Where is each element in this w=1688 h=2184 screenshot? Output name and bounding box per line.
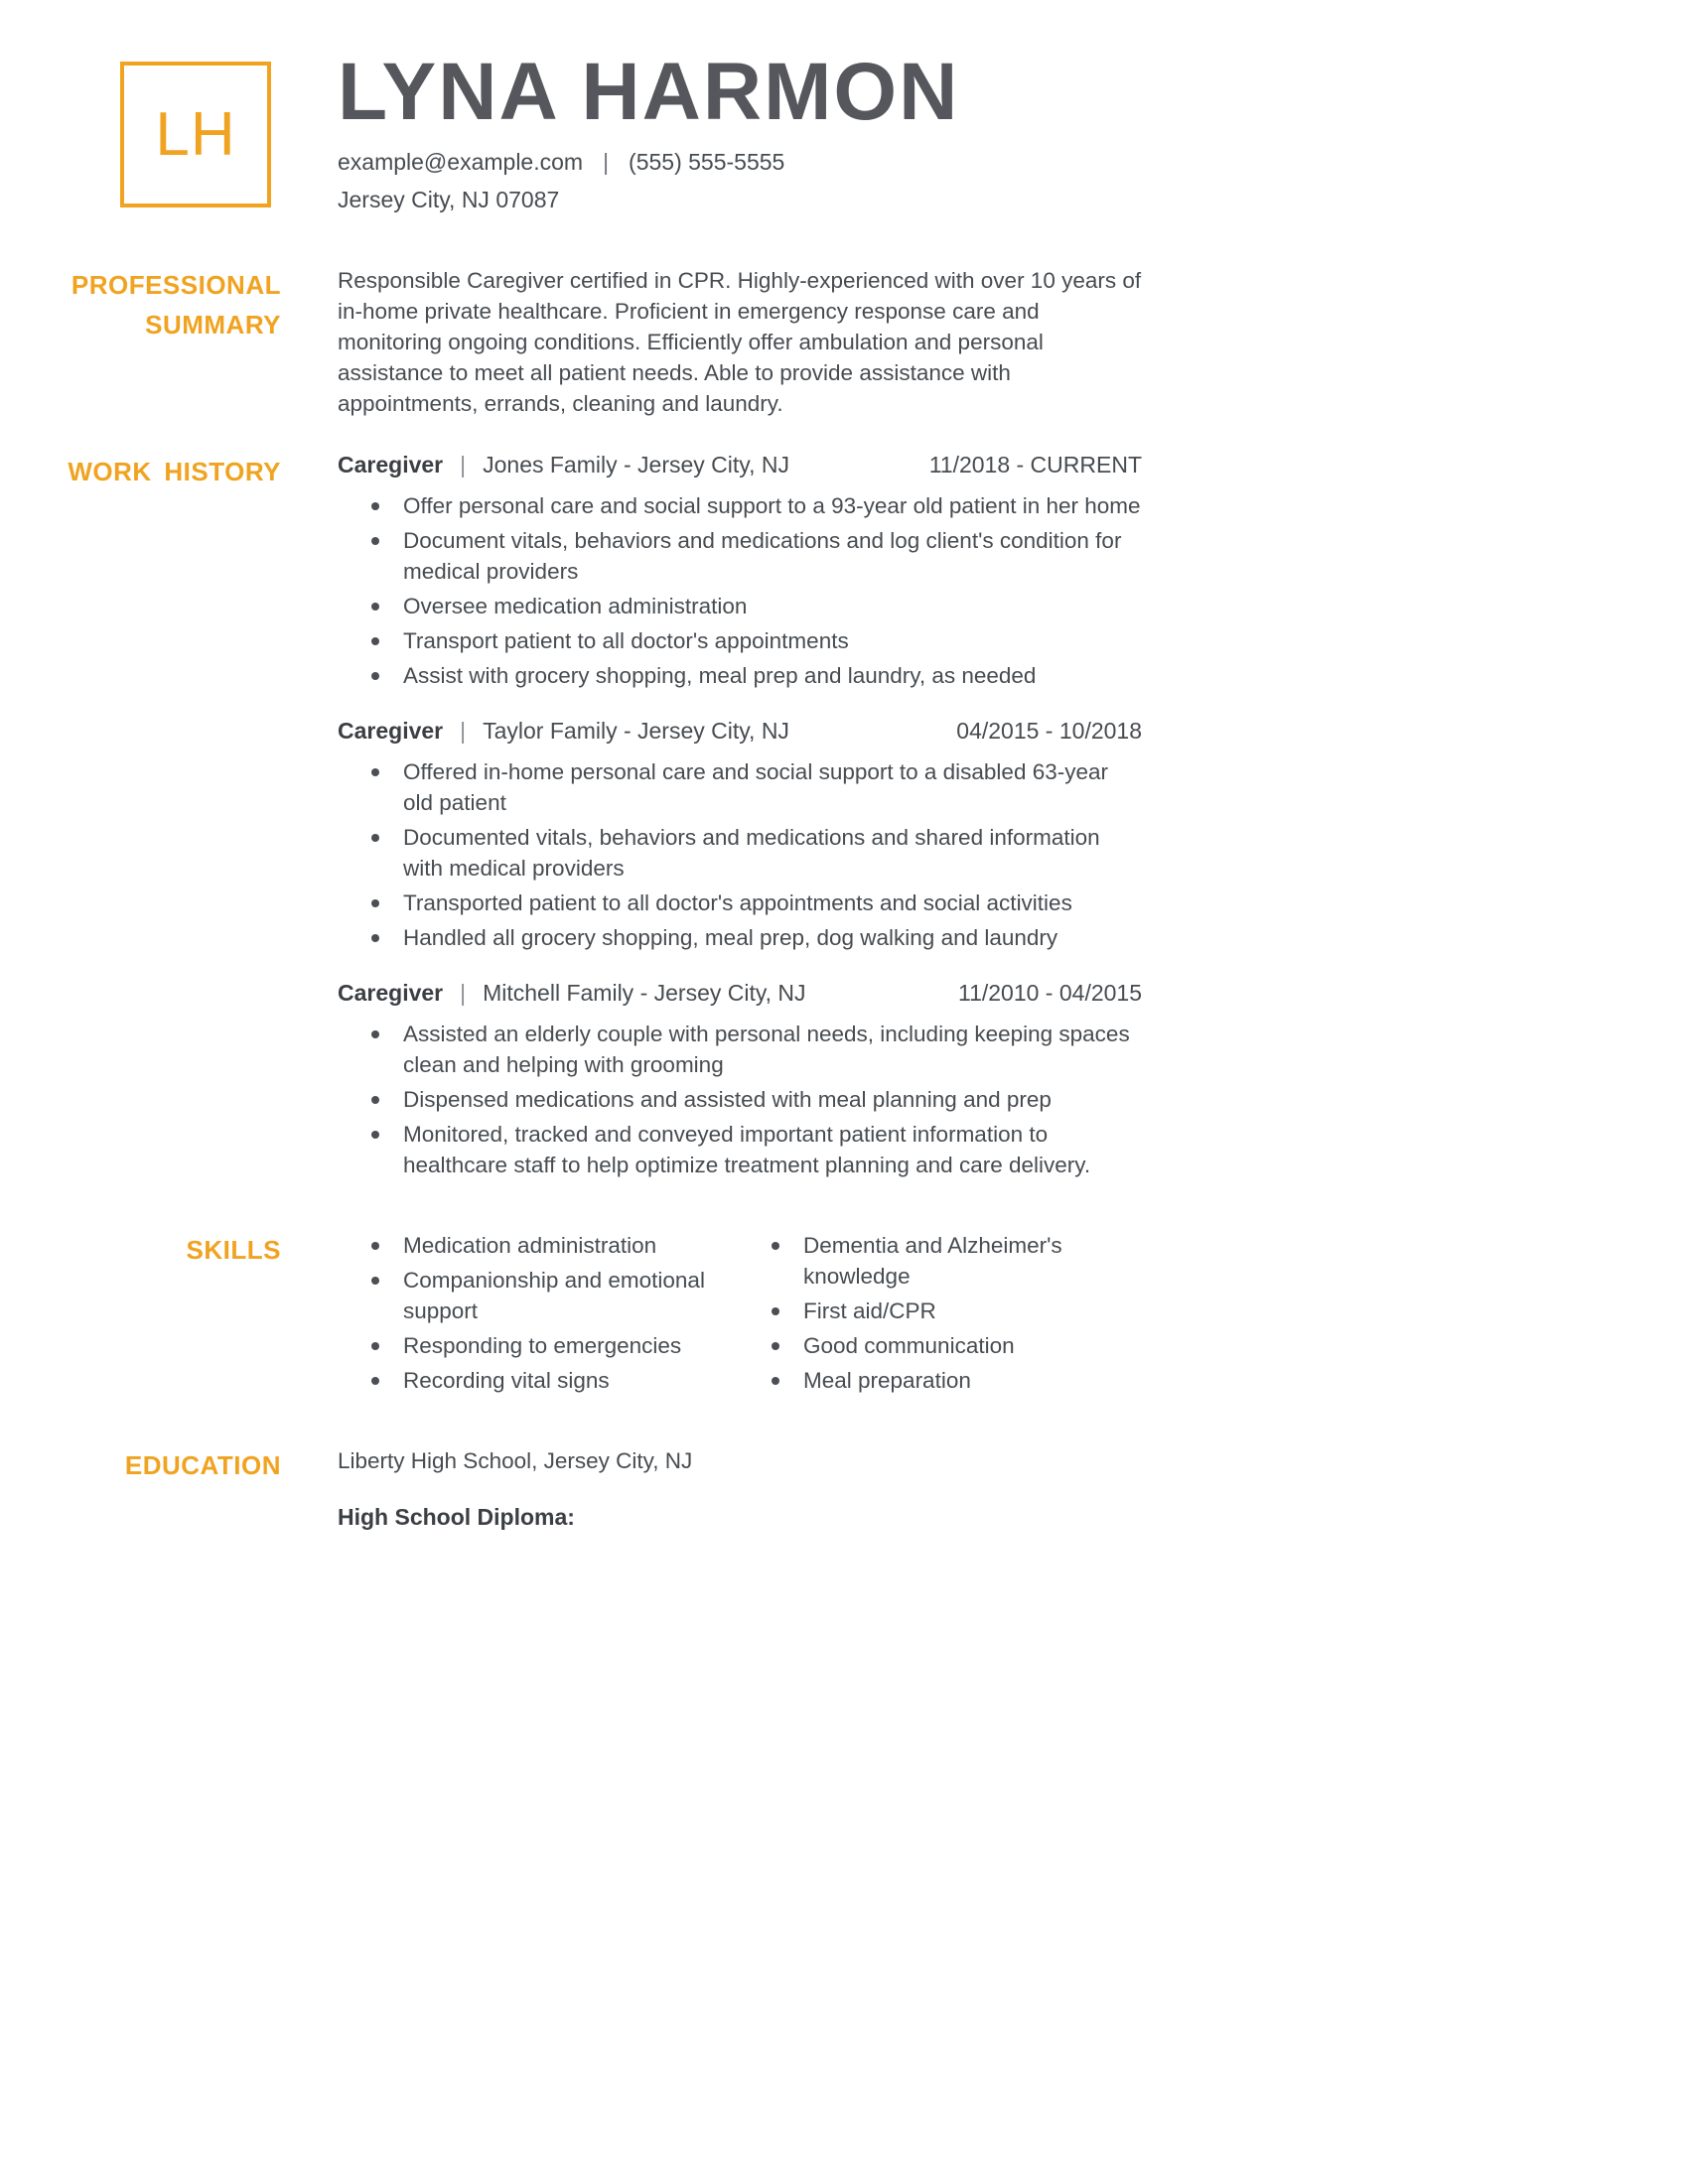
education-label-column [0, 1445, 281, 1485]
job-bullet-list [338, 1019, 1142, 1180]
section-education [0, 1445, 1688, 1531]
education-content [338, 1445, 1142, 1531]
summary-label-line2: SUMMARY [145, 310, 281, 340]
job-header [338, 452, 1142, 478]
work-section-label: WORK HISTORY [68, 457, 281, 486]
bullet-item: Dispensed medications and assisted with meal planning and prep [338, 1084, 1142, 1115]
bullet-item: Handled all grocery shopping, meal prep, dog walking and laundry [338, 922, 1142, 953]
bullet-item: Offer personal care and social support to a 93-year old patient in her home [338, 490, 1142, 521]
job-dates: 11/2018 - CURRENT [928, 452, 1142, 478]
skills-label-column [0, 1230, 281, 1270]
job-title-line [338, 452, 789, 478]
job-title: Caregiver [338, 718, 444, 744]
bullet-item: Documented vitals, behaviors and medications and shared information with medical providers [338, 822, 1142, 884]
skills-column-right [738, 1230, 1142, 1400]
skills-content [338, 1230, 1142, 1400]
education-degree: High School Diploma: [338, 1504, 575, 1530]
skill-item: Recording vital signs [338, 1365, 738, 1396]
job-title-line [338, 718, 789, 745]
bullet-item: Transported patient to all doctor's appointments and social activities [338, 887, 1142, 918]
address-text: Jersey City, NJ 07087 [338, 186, 560, 212]
job-separator: | [460, 980, 467, 1006]
education-school: Liberty High School, Jersey City, NJ [338, 1448, 693, 1473]
summary-content [338, 265, 1142, 419]
contact-separator: | [603, 148, 610, 175]
skill-item: Companionship and emotional support [338, 1265, 738, 1326]
skills-section-label: SKILLS [186, 1235, 281, 1265]
work-label-column [0, 452, 281, 491]
skill-item: Meal preparation [738, 1365, 1142, 1396]
bullet-item: Assist with grocery shopping, meal prep and laundry, as needed [338, 660, 1142, 691]
job-company: Mitchell Family - Jersey City, NJ [483, 980, 806, 1006]
job-company: Taylor Family - Jersey City, NJ [483, 718, 789, 744]
job-entry [338, 718, 1142, 953]
skill-item: Medication administration [338, 1230, 738, 1261]
education-section-label: EDUCATION [124, 1450, 281, 1480]
job-separator: | [460, 718, 467, 744]
section-skills [0, 1230, 1688, 1400]
job-entry [338, 980, 1142, 1180]
job-dates: 04/2015 - 10/2018 [956, 718, 1142, 744]
skill-item: Good communication [738, 1330, 1142, 1361]
bullet-item: Offered in-home personal care and social support to a disabled 63-year old patient [338, 756, 1142, 818]
skill-item: Dementia and Alzheimer's knowledge [738, 1230, 1142, 1292]
bullet-item: Transport patient to all doctor's appointments [338, 625, 1142, 656]
monogram-text: LH [155, 100, 236, 169]
phone-text: (555) 555-5555 [629, 148, 785, 175]
skills-column-left [338, 1230, 738, 1400]
candidate-name: LYNA HARMON [338, 47, 960, 137]
summary-paragraph: Responsible Caregiver certified in CPR. Highly-experienced with over 10 years of in-home private healthcare. Proficient in emergency response care and monitoring ongoing conditions. Efficiently offer ambulation and personal assistance to meet all patient needs. Able to provide assistance with appointments, errands, cleaning and laundry. [338, 268, 1142, 416]
bullet-item: Monitored, tracked and conveyed important patient information to healthcare staff to help optimize treatment planning and care delivery. [338, 1119, 1142, 1180]
contact-line [338, 149, 1688, 176]
work-content [338, 452, 1142, 1184]
bullet-item: Assisted an elderly couple with personal needs, including keeping spaces clean and helping with grooming [338, 1019, 1142, 1080]
summary-label-column [0, 265, 281, 344]
skill-item: First aid/CPR [738, 1296, 1142, 1326]
bullet-item: Document vitals, behaviors and medications and log client's condition for medical providers [338, 525, 1142, 587]
skills-columns [338, 1230, 1142, 1400]
email-text: example@example.com [338, 148, 584, 175]
monogram-logo [120, 62, 271, 207]
job-title-line [338, 980, 806, 1007]
job-company: Jones Family - Jersey City, NJ [483, 452, 789, 478]
resume-header [0, 0, 1688, 250]
bullet-item: Oversee medication administration [338, 591, 1142, 621]
job-title: Caregiver [338, 980, 444, 1006]
job-dates: 11/2010 - 04/2015 [957, 980, 1142, 1006]
job-title: Caregiver [338, 452, 444, 478]
skill-item: Responding to emergencies [338, 1330, 738, 1361]
job-header [338, 718, 1142, 745]
job-header [338, 980, 1142, 1007]
summary-section-label [0, 265, 281, 344]
section-professional-summary [0, 265, 1688, 419]
job-separator: | [460, 452, 467, 478]
job-bullet-list [338, 490, 1142, 691]
section-work-history [0, 452, 1688, 1184]
summary-label-line1: PROFESSIONAL [70, 270, 281, 300]
job-entry [338, 452, 1142, 691]
job-bullet-list [338, 756, 1142, 953]
